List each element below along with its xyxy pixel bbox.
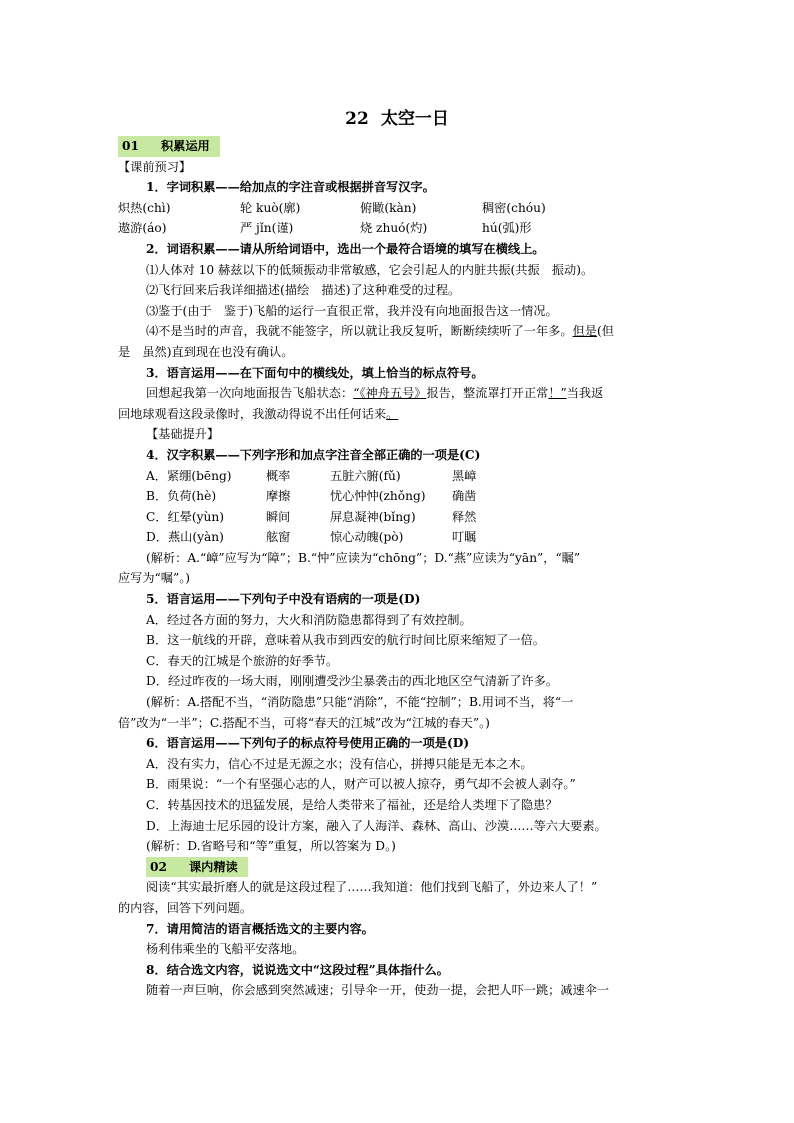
q2-item-4-cont: 是 虽然)直到现在也没有确认。 [118, 344, 294, 359]
q5-option-d: D．经过昨夜的一场大雨，刚刚遭受沙尘暴袭击的西北地区空气清新了许多。 [146, 674, 558, 689]
q3-line-1: 回想起我第一次向地面报告飞船状态：“《神舟五号》报告，整流罩打开正常！”当我返 [146, 386, 604, 401]
q2-item-1: ⑴人体对 10 赫兹以下的低频振动非常敏感，它会引起人的内脏共振(共振 振动)。 [146, 262, 594, 277]
q7-stem: 7．请用简洁的语言概括选文的主要内容。 [146, 921, 374, 936]
q6-stem: 6．语言运用——下列句子的标点符号使用正确的一项是(D) [146, 736, 470, 751]
q7-answer: 杨利伟乘坐的飞船平安落地。 [146, 942, 305, 957]
basic-heading: 【基础提升】 [146, 427, 220, 442]
q2-item-2: ⑵飞行回来后我详细描述(描绘 描述)了这种难受的过程。 [146, 283, 461, 298]
q4-option-d: D．燕山(yàn) 舷窗 惊心动魄(pò) 叮瞩 [146, 530, 477, 545]
lesson-number: 22 [345, 109, 369, 129]
q4-option-a: A．紧绷(bēng) 概率 五脏六腑(fǔ) 黑嶂 [146, 468, 477, 483]
q1-stem: 1．字词积累——给加点的字注音或根据拼音写汉字。 [146, 180, 435, 195]
page-title [0, 104, 794, 129]
q4-explanation-cont: 应写为“嘱”。) [118, 571, 191, 586]
q5-stem: 5．语言运用——下列句子中没有语病的一项是(D) [146, 592, 421, 607]
q6-option-a: A．没有实力，信心不过是无源之水；没有信心，拼搏只能是无本之木。 [146, 756, 533, 771]
q1-row-1: 炽热(chì) 轮 kuò(廓) 俯瞰(kàn) 稠密(chóu) [118, 200, 546, 215]
q8-stem: 8．结合选文内容，说说选文中“这段过程”具体指什么。 [146, 962, 449, 977]
q2-item-4: ⑷不是当时的声音，我就不能签字，所以就让我反复听，断断续续听了一年多。但是(但 [146, 324, 614, 339]
q4-explanation: (解析：A.“嶂”应写为“障”；B.“忡”应读为“chōng”；D.“燕”应读为“yān”，“瞩” [146, 550, 581, 565]
q5-explanation-cont: 倍”改为“一半”；C.搭配不当，可将“春天的江城”改为“江城的春天”。) [118, 715, 490, 730]
reading-intro: 阅读“其实最折磨人的就是这段过程了……我知道：他们找到飞船了，外边来人了！” [146, 880, 598, 895]
q6-option-c: C．转基因技术的迅猛发展，是给人类带来了福祉，还是给人类埋下了隐患？ [146, 798, 558, 812]
q5-option-b: B．这一航线的开辟，意味着从我市到西安的航行时间比原来缩短了一倍。 [146, 633, 545, 648]
q4-option-b: B．负荷(hè) 摩擦 忧心忡忡(zhǒng) 确凿 [146, 489, 477, 504]
q5-option-a: A．经过各方面的努力，大火和消防隐患都得到了有效控制。 [146, 612, 472, 627]
q5-option-c: C．春天的江城是个旅游的好季节。 [146, 653, 339, 668]
q4-option-c: C．红晕(yùn) 瞬间 屏息凝神(bǐng) 释然 [146, 509, 477, 524]
lesson-title: 太空一日 [380, 109, 449, 129]
reading-intro-cont: 的内容，回答下列问题。 [118, 900, 253, 915]
q6-explanation: (解析：D.省略号和“等”重复，所以答案为 D。) [146, 839, 396, 854]
q4-stem: 4．汉字积累——下列字形和加点字注音全部正确的一项是(C) [146, 447, 481, 462]
section-1-badge: 01 积累运用 [118, 136, 220, 157]
page-content [118, 136, 678, 1001]
q2-item-3: ⑶鉴于(由于 鉴于)飞船的运行一直很正常，我并没有向地面报告这一情况。 [146, 303, 558, 318]
q3-stem: 3．语言运用——在下面句中的横线处，填上恰当的标点符号。 [146, 365, 484, 380]
q6-option-b: B．雨果说：“一个有坚强心志的人，财产可以被人掠夺，勇气却不会被人剥夺。” [146, 777, 576, 792]
q5-explanation: (解析：A.搭配不当，“消防隐患”只能“消除”，不能“控制”；B.用词不当，将“一 [146, 695, 574, 710]
q6-option-d: D．上海迪士尼乐园的设计方案，融入了人海洋、森林、高山、沙漠……等六大要素。 [146, 818, 607, 833]
q2-stem: 2．词语积累——请从所给词语中，选出一个最符合语境的填写在横线上。 [146, 241, 545, 256]
q3-line-2: 回地球观看这段录像时，我激动得说不出任何话来。 [118, 406, 399, 421]
q8-answer: 随着一声巨响，你会感到突然减速；引导伞一开，使劲一提，会把人吓一跳；减速伞一 [146, 983, 610, 998]
q1-row-2: 遨游(áo) 严 jǐn(谨) 烧 zhuó(灼) hú(弧)形 [118, 221, 532, 236]
section-2-badge: 02 课内精读 [146, 857, 248, 878]
preview-heading: 【课前预习】 [118, 159, 192, 174]
